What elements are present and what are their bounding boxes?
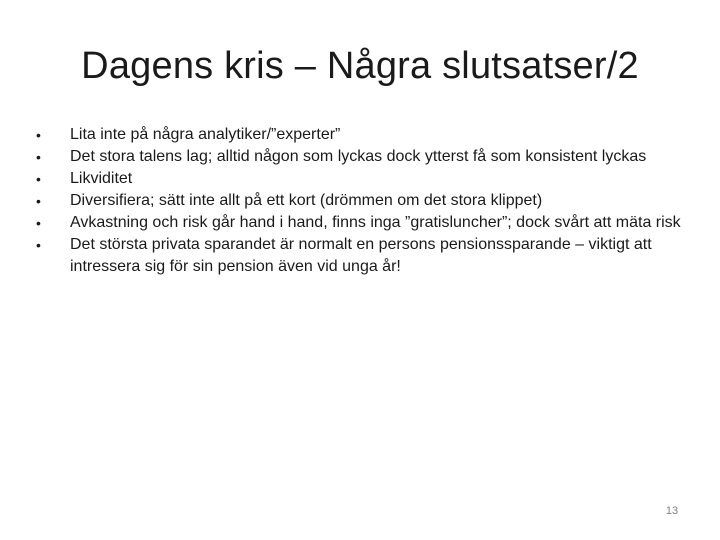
bullet-list: [36, 124, 686, 278]
bullet-item: [36, 234, 686, 278]
bullet-text: Det stora talens lag; alltid någon som lyckas dock ytterst få som konsistent lyckas: [70, 148, 647, 165]
bullet-dot-icon: •: [36, 237, 41, 253]
page-number: 13: [665, 505, 679, 517]
bullet-text: Diversifiera; sätt inte allt på ett kort (drömmen om det stora klippet): [70, 192, 543, 209]
bullet-item: [36, 190, 686, 212]
bullet-text: Det största privata sparandet är normalt en persons pensionssparande – viktigt att intressera sig för sin pension även vid unga år!: [70, 236, 652, 275]
bullet-text: Avkastning och risk går hand i hand, finns inga ”gratisluncher”; dock svårt att mäta risk: [70, 214, 681, 231]
bullet-item: [36, 146, 686, 168]
bullet-item: [36, 212, 686, 234]
bullet-dot-icon: •: [36, 215, 41, 231]
bullet-dot-icon: •: [36, 171, 41, 187]
bullet-item: [36, 168, 686, 190]
bullet-text: Likviditet: [70, 170, 133, 187]
slide-title: Dagens kris – Några slutsatser/2: [81, 45, 639, 87]
bullet-item: [36, 124, 686, 146]
bullet-text: Lita inte på några analytiker/”experter”: [70, 126, 341, 143]
bullet-dot-icon: •: [36, 127, 41, 143]
bullet-dot-icon: •: [36, 193, 41, 209]
bullet-dot-icon: •: [36, 149, 41, 165]
